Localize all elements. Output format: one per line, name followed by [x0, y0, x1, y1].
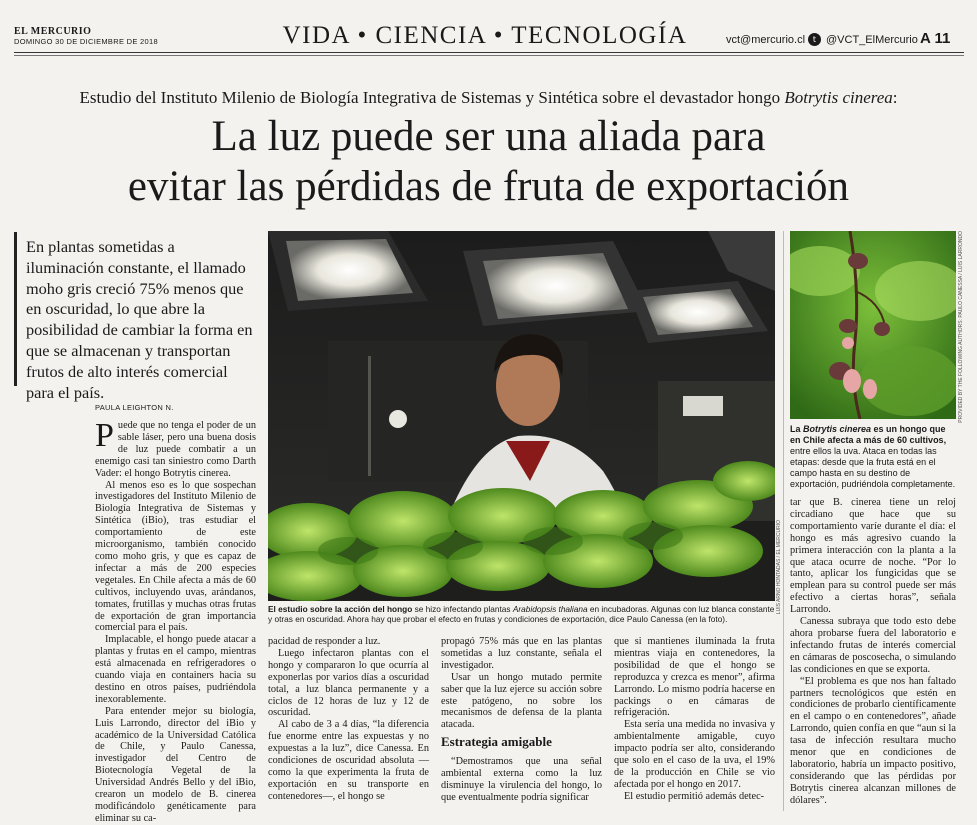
body-paragraph: Para entender mejor su biología, Luis Larrondo, director del iBio y académico de la Universidad Católica de Chile, y Paulo Canessa, investigador del Centro de Biotecnología Vegetal de la Universidad Andrés Bello y del iBio, crearon un modelo de B. cinerea modificándolo genéticamente para eliminar su ca- [95, 705, 256, 824]
page-number: A 11 [920, 30, 951, 47]
body-paragraph: Luego infectaron plantas con el hongo y compararon lo que ocurría al exponerlas por varios días a oscuridad total, a luz blanca permanente y a ciclos de 12 horas de luz y 12 de oscuridad. [268, 647, 429, 719]
body-paragraph: Esta sería una medida no invasiva y ambientalmente amigable, cuyo impacto podría ser alto, considerando que solo en el caso de la uva, el 19% de la producción en Chile se vio afectada por el hongo en 2017. [614, 719, 775, 790]
body-paragraph: Implacable, el hongo puede atacar a plantas y frutas en el campo, mientras está almacenada en refrigeradores o cuando viaja en containers hacia su destino en otros países, pudriéndola inexorablemente. [95, 634, 256, 705]
column-divider [783, 231, 784, 811]
headline-line-1: La luz puede ser una aliada para [211, 113, 766, 160]
section-title: VIDA • CIENCIA • TECNOLOGÍA [282, 22, 688, 49]
masthead-rule [14, 52, 964, 53]
body-column-1 [95, 417, 256, 825]
article-kicker: Estudio del Instituto Milenio de Biología Integrativa de Sistemas y Sintética sobre el devastador hongo Botrytis cinerea: [79, 88, 898, 107]
body-paragraph: Usar un hongo mutado permite saber que la luz ejerce su acción sobre este patógeno, no sobre los mecanismos de defensa de la planta atacada. [441, 671, 602, 731]
section-email: vct@mercurio.cl [726, 34, 806, 46]
newspaper-name: EL MERCURIO [14, 26, 92, 37]
body-paragraph: pacidad de responder a luz. [268, 636, 381, 647]
fungus-plant-photo [790, 231, 956, 419]
twitter-handle: @VCT_ElMercurio [826, 34, 918, 46]
researcher-photo [268, 231, 775, 601]
article-headline [10, 112, 967, 212]
photo-credit-side: PROVIDED BY THE FOLLOWING AUTHORS: PAULO CANESSA / LUIS LARRONDO [958, 231, 964, 423]
body-column-4 [614, 636, 775, 803]
body-paragraph: Al cabo de 3 a 4 días, “la diferencia fue enorme entre las expuestas y no expuestas a la luz”, dice Canessa. En condiciones de oscuridad absoluta —como la que experimenta la fruta de exportación en su transporte en contenedores—, el hongo se [268, 719, 429, 802]
article-lead: En plantas sometidas a iluminación constante, el llamado moho gris creció 75% menos que en oscuridad, lo que abre la posibilidad de cambiar la forma en que se almacenan y transportan frutos de alto interés comercial para el país. [26, 237, 253, 402]
drop-cap: P [95, 417, 114, 454]
main-photo-caption: El estudio sobre la acción del hongo se hizo infectando plantas Arabidopsis thaliana en incubadoras. Algunas con luz blanca constante y otras en oscuridad. Ahora hay que probar el efecto en frutas y condiciones de exportación, dice Paulo Canessa (en la foto). [268, 604, 775, 625]
body-paragraph: Al menos eso es lo que sospechan investigadores del Instituto Milenio de Biología Integrativa de Sistemas y Sintética (iBio), tras estudiar el comportamiento de este microorganismo, también conocido como moho gris, y que es capaz de infectar a más de 200 especies vegetales. En Chile afecta a más de 60 cultivos, incluyendo uvas, arándanos, tomates, frutillas y muchas otras frutas de exportación de gran importancia comercial para el país. [95, 479, 256, 634]
body-paragraph: Puede que no tenga el poder de un sable láser, pero una buena dosis de luz puede combatir a un enemigo casi tan siniestro como Darth Vader: el hongo Botrytis cinerea. [95, 417, 256, 479]
publication-date: DOMINGO 30 DE DICIEMBRE DE 2018 [14, 37, 158, 46]
body-paragraph: El estudio permitió además detec- [624, 790, 765, 802]
body-column-2 [268, 636, 429, 803]
body-paragraph: tar que B. cinerea tiene un reloj circadiano que hace que su comportamiento varíe durante el día: el hongo es más agresivo cuando la primera interacción con la planta a la que ataca ocurre de noche. “Por lo tanto, aplicar los fungicidas que se emplean para su control puede ser más efectivo a ciertas horas”, señala Larrondo. [790, 497, 956, 616]
side-photo-caption: La Botrytis cinerea es un hongo que en Chile afecta a más de 60 cultivos, entre ellos la uva. Ataca en todas las etapas: desde que la fruta está en el campo hasta en su destino de exportación, pudriéndola completamente. [790, 424, 956, 489]
body-paragraph: “El problema es que nos han faltado partners tecnológicos que estén en condiciones de probarlo científicamente en el campo o en contenedores”, añade Larrondo, quien confía en que “aun si la tasa de infección resultara mucho menor que en condiciones de laboratorio, habría un impacto positivo, considerando que las pérdidas por Botrytis cinerea alcanzan millones de dólares”. [790, 675, 956, 806]
headline-line-2: evitar las pérdidas de fruta de exportación [127, 163, 850, 210]
masthead-rule-thin [14, 55, 964, 56]
body-column-5 [790, 497, 956, 807]
byline: PAULA LEIGHTON N. [95, 403, 174, 412]
body-paragraph: “Demostramos que una señal ambiental externa como la luz disminuye la virulencia del hongo, lo que eventualmente podría significar [441, 756, 602, 803]
body-paragraph: Canessa subraya que todo esto debe ahora probarse fuera del laboratorio e infectando frutas de interés comercial en cámaras de poscosecha, o simulando las condiciones en que se exporta. [790, 616, 956, 675]
photo-credit: LUIS ARNO HONTADAS / EL MERCURIO [776, 520, 782, 615]
body-paragraph: propagó 75% más que en las plantas sometidas a luz constante, señala el investigador. [441, 636, 602, 671]
lead-accent-bar [14, 232, 17, 386]
body-column-3 [441, 636, 602, 804]
subheading: Estrategia amigable [441, 734, 552, 750]
body-paragraph: que si mantienes iluminada la fruta mientras viaja en contenedores, la posibilidad de que el hongo se reproduzca y crezca es menor”, afirma Larrondo. Lo mismo podría hacerse en packings o en cámaras de refrigeración. [614, 636, 775, 719]
twitter-icon: t [808, 33, 821, 46]
